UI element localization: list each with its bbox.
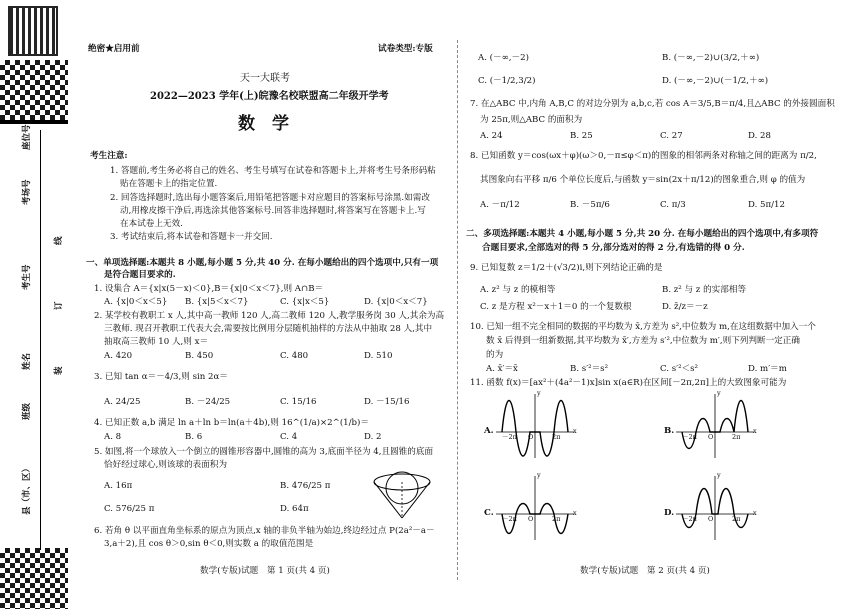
q10-stem-3: 的为 — [486, 350, 504, 360]
q11-graph-b[interactable] — [676, 394, 754, 458]
q11-stem: 11. 函数 f(x)＝[ax²＋(4a²－1)x]sin x(a∈R)在区间[－2π,2π]上的大致图象可能为 — [470, 378, 787, 388]
q5-option: A. 16π — [104, 481, 133, 491]
q10-option: C. s′²＜s² — [660, 364, 698, 374]
q9-stem: 9. 已知复数 z＝1/2＋(√3/2)i,则下列结论正确的是 — [470, 263, 663, 273]
axis-pos-label: 2π — [732, 515, 741, 523]
q1-option: B. {x|5＜x＜7} — [185, 297, 249, 307]
q7-stem: 7. 在△ABC 中,内角 A,B,C 的对边分别为 a,b,c,若 cos A＝3/5,B＝π/4,且△ABC 的外接圆面积 — [470, 99, 835, 109]
q8-stem-2: 其图象向右平移 π/6 个单位长度后,与函数 y＝sin(2x＋π/12)的图象重合,则 φ 的值为 — [480, 175, 806, 185]
q6-option: B. (－∞,－2)∪(3/2,＋∞) — [662, 53, 760, 63]
q2-stem-3: 抽取高三教师 10 人,则 x＝ — [104, 337, 209, 347]
q11-graph-a[interactable] — [496, 394, 574, 458]
q3-option: C. 15/16 — [280, 397, 317, 407]
axis-pos-label: 2π — [552, 515, 561, 523]
binding-strip — [0, 0, 68, 609]
q10-option: A. x̄′＝x̄ — [486, 364, 518, 374]
seat-label: 座位号 — [22, 124, 32, 150]
exam-subtitle: 2022—2023 学年(上)皖豫名校联盟高二年级开学考 — [150, 91, 389, 102]
q1-option: A. {x|0＜x＜5} — [104, 297, 168, 307]
q7-option: B. 25 — [570, 131, 593, 141]
q9-option: C. z 是方程 x²－x＋1＝0 的一个复数根 — [480, 302, 632, 312]
y-axis-label: y — [537, 389, 541, 397]
q9-option: B. z² 与 z 的实部相等 — [662, 285, 747, 295]
bind-zhuang: 装 — [54, 366, 64, 375]
q6-option: C. (－1/2,3/2) — [478, 76, 536, 86]
section2-heading-2: 合题目要求,全部选对的得 5 分,部分选对的得 2 分,有选错的得 0 分. — [482, 243, 745, 253]
q3-option: B. －24/25 — [185, 397, 231, 407]
q9-option: D. z̄/z＝－z — [662, 302, 708, 312]
q8-stem: 8. 已知函数 y＝cos(ωx＋φ)(ω＞0,－π≤φ＜π)的图象的相邻两条对称轴之间的距离为 π/2, — [470, 151, 817, 161]
q2-option: D. 510 — [364, 351, 393, 361]
q4-option: B. 6 — [185, 432, 203, 442]
q11-option-a-label: A. — [484, 426, 494, 436]
section1-heading-2: 是符合题目要求的. — [104, 270, 176, 280]
axis-neg-label: －2π — [502, 433, 517, 441]
q8-option: D. 5π/12 — [748, 200, 785, 210]
county-label: 县（市、区） — [22, 463, 32, 515]
q5-option: C. 576/25 π — [104, 504, 155, 514]
q3-stem: 3. 已知 tan α＝－4/3,则 sin 2α＝ — [94, 372, 228, 382]
subject-title: 数 学 — [238, 114, 289, 134]
pattern-top — [0, 60, 68, 120]
axis-neg-label: －2π — [682, 433, 697, 441]
room-label: 考场号 — [22, 179, 32, 205]
q8-option: C. π/3 — [660, 200, 686, 210]
q2-option: A. 420 — [104, 351, 133, 361]
notice-line: 2. 回答选择题时,选出每小题答案后,用铅笔把答题卡对应题目的答案标号涂黑.如需改 — [110, 193, 430, 203]
q7-option: A. 24 — [480, 131, 503, 141]
q3-option: D. －15/16 — [364, 397, 410, 407]
qr-code — [10, 8, 56, 54]
notice-line: 3. 考试结束后,将本试卷和答题卡一并交回. — [110, 232, 273, 242]
q4-stem: 4. 已知正数 a,b 满足 ln a＋ln b＝ln(a＋4b),则 16^(1/a)×2^(1/b)＝ — [94, 418, 369, 428]
q10-option: D. m′＝m — [748, 364, 787, 374]
q8-option: A. －π/12 — [480, 200, 520, 210]
name-label: 姓名 — [22, 352, 32, 370]
q1-option: C. {x|x＜5} — [280, 297, 330, 307]
q11-option-b-label: B. — [664, 426, 675, 436]
q6-stem: 6. 若角 θ 以平面直角坐标系的原点为顶点,x 轴的非负半轴为始边,终边经过点 P(2a²－a－ — [94, 526, 435, 536]
notice-title: 考生注意: — [90, 151, 128, 161]
q6-stem-2: 3,a＋2),且 cos θ＞0,sin θ＜0,则实数 a 的取值范围是 — [104, 539, 314, 549]
q8-option: B. －5π/6 — [570, 200, 610, 210]
section2-heading: 二、多项选择题:本题共 4 小题,每小题 5 分,共 20 分. 在每小题给出的四个选项中,有多项符 — [466, 229, 819, 239]
bind-xian: 线 — [54, 236, 64, 245]
q10-option: B. s′²＝s² — [570, 364, 609, 374]
footer-page2: 数学(专版)试题 第 2 页(共 4 页) — [580, 566, 710, 576]
q2-stem-2: 三教师. 现召开教职工代表大会,需要按比例用分层随机抽样的方法从中抽取 28 人,其中 — [104, 324, 433, 334]
q5-option: D. 64π — [280, 504, 309, 514]
axis-neg-label: －2π — [502, 515, 517, 523]
pattern-bottom — [0, 548, 68, 609]
q9-option: A. z² 与 z 的模相等 — [480, 285, 556, 295]
q11-option-c-label: C. — [484, 508, 494, 518]
q1-stem: 1. 设集合 A＝{x|x(5－x)＜0},B＝{x|0＜x＜7},则 A∩B＝ — [94, 284, 324, 294]
notice-line: 贴在答题卡上的指定位置. — [120, 179, 218, 189]
x-axis-label: x — [753, 427, 757, 435]
class-label: 班级 — [22, 402, 32, 420]
q7-option: C. 27 — [660, 131, 683, 141]
q5-option: B. 476/25 π — [280, 481, 331, 491]
q10-stem: 10. 已知一组不完全相同的数据的平均数为 x̄,方差为 s²,中位数为 m,在这组数据中加入一个 — [470, 322, 816, 332]
origin-label: O — [708, 515, 714, 523]
page-divider — [457, 40, 458, 580]
y-axis-label: y — [537, 471, 541, 479]
q4-option: C. 4 — [280, 432, 298, 442]
bind-ding: 订 — [54, 301, 64, 310]
notice-line: 1. 答题前,考生务必将自己的姓名、考生号填写在试卷和答题卡上,并将考生号条形码粘 — [110, 166, 436, 176]
q6-option: A. (－∞,－2) — [478, 53, 529, 63]
q2-option: B. 450 — [185, 351, 214, 361]
q10-stem-2: 数 x̄ 后得到一组新数据,其平均数为 x̄′,方差为 s′²,中位数为 m′,则下列判断一定正确 — [486, 336, 800, 346]
origin-label: O — [708, 433, 714, 441]
origin-label: O — [528, 515, 534, 523]
q11-option-d-label: D. — [664, 508, 675, 518]
q7-stem-2: 为 25π,则△ABC 的面积为 — [480, 115, 583, 125]
examinee-label: 考生号 — [22, 264, 32, 290]
footer-page1: 数学(专版)试题 第 1 页(共 4 页) — [200, 566, 330, 576]
x-axis-label: x — [573, 427, 577, 435]
q1-option: D. {x|0＜x＜7} — [364, 297, 428, 307]
q3-option: A. 24/25 — [104, 397, 141, 407]
q5-stem-2: 恰好经过球心,则该球的表面积为 — [104, 460, 228, 470]
x-axis-label: x — [753, 509, 757, 517]
q7-option: D. 28 — [748, 131, 771, 141]
paper-type: 试卷类型:专版 — [378, 44, 433, 54]
secret-label: 绝密★启用前 — [88, 44, 140, 54]
q5-stem: 5. 如图,将一个球放入一个倒立的圆锥形容器中,圆锥的高为 3,底面半径为 4,且圆锥的底面 — [94, 447, 434, 457]
q11-graph-c[interactable] — [496, 476, 574, 540]
y-axis-label: y — [717, 471, 721, 479]
q4-option: D. 2 — [364, 432, 382, 442]
cone-sphere-figure — [370, 466, 434, 522]
org-title: 天一大联考 — [240, 73, 290, 84]
section1-heading: 一、单项选择题:本题共 8 小题,每小题 5 分,共 40 分. 在每小题给出的四个选项中,只有一项 — [86, 258, 439, 268]
q11-graph-d[interactable] — [676, 476, 754, 540]
x-axis-label: x — [573, 509, 577, 517]
notice-line: 动,用橡皮擦干净后,再选涂其他答案标号.回答非选择题时,将答案写在答题卡上.写 — [120, 206, 426, 216]
origin-label: O — [528, 433, 534, 441]
axis-pos-label: 2π — [552, 433, 561, 441]
q6-option: D. (－∞,－2)∪(－1/2,＋∞) — [662, 76, 769, 86]
axis-neg-label: －2π — [682, 515, 697, 523]
q4-option: A. 8 — [104, 432, 122, 442]
y-axis-label: y — [717, 389, 721, 397]
notice-line: 在本试卷上无效. — [120, 219, 183, 229]
axis-pos-label: 2π — [732, 433, 741, 441]
q2-option: C. 480 — [280, 351, 309, 361]
q2-stem: 2. 某学校有教职工 x 人,其中高一教师 120 人,高二教师 120 人,教学服务岗 30 人,其余为高 — [94, 311, 445, 321]
